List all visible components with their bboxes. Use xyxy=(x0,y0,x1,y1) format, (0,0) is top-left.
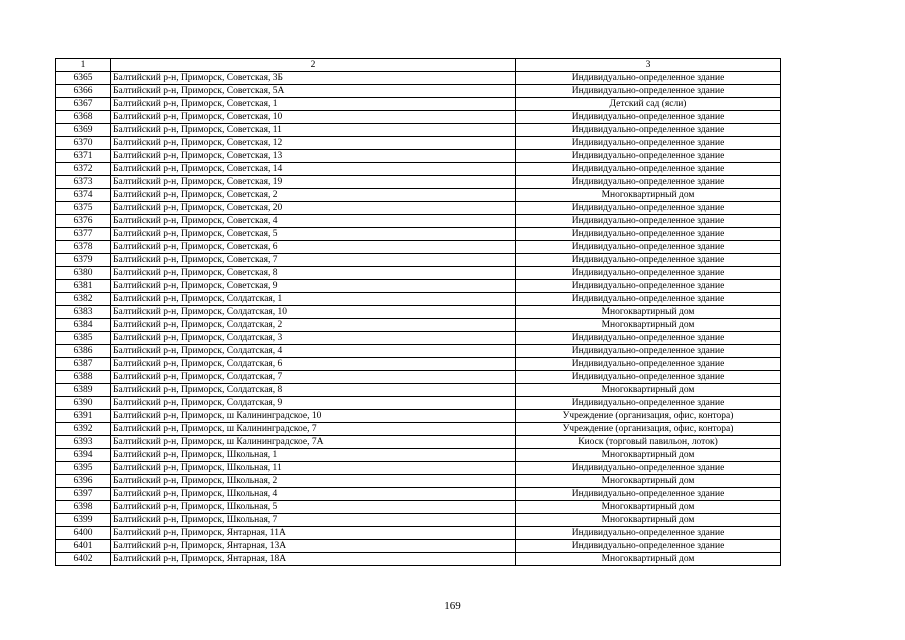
row-number-cell: 6390 xyxy=(56,397,111,410)
building-type-cell: Учреждение (организация, офис, контора) xyxy=(516,423,781,436)
building-type-cell: Индивидуально-определенное здание xyxy=(516,358,781,371)
building-type-cell: Индивидуально-определенное здание xyxy=(516,527,781,540)
building-type-cell: Индивидуально-определенное здание xyxy=(516,462,781,475)
address-cell: Балтийский р-н, Приморск, Школьная, 5 xyxy=(111,501,516,514)
table-row xyxy=(56,189,781,202)
table-row xyxy=(56,527,781,540)
row-number-cell: 6381 xyxy=(56,280,111,293)
table-row xyxy=(56,85,781,98)
building-type-cell: Индивидуально-определенное здание xyxy=(516,163,781,176)
address-cell: Балтийский р-н, Приморск, Советская, 6 xyxy=(111,241,516,254)
table-row xyxy=(56,332,781,345)
header-row xyxy=(56,59,781,72)
address-cell: Балтийский р-н, Приморск, Советская, 19 xyxy=(111,176,516,189)
address-cell: Балтийский р-н, Приморск, Советская, 9 xyxy=(111,280,516,293)
building-type-cell: Многоквартирный дом xyxy=(516,319,781,332)
address-cell: Балтийский р-н, Приморск, Солдатская, 2 xyxy=(111,319,516,332)
address-cell: Балтийский р-н, Приморск, Солдатская, 6 xyxy=(111,358,516,371)
table-row xyxy=(56,449,781,462)
building-type-cell: Многоквартирный дом xyxy=(516,501,781,514)
table-row xyxy=(56,306,781,319)
building-type-cell: Индивидуально-определенное здание xyxy=(516,137,781,150)
address-cell: Балтийский р-н, Приморск, Советская, 12 xyxy=(111,137,516,150)
building-type-cell: Индивидуально-определенное здание xyxy=(516,202,781,215)
row-number-cell: 6379 xyxy=(56,254,111,267)
row-number-cell: 6375 xyxy=(56,202,111,215)
row-number-cell: 6380 xyxy=(56,267,111,280)
row-number-cell: 6367 xyxy=(56,98,111,111)
table-row xyxy=(56,540,781,553)
table-row xyxy=(56,553,781,566)
row-number-cell: 6384 xyxy=(56,319,111,332)
building-type-cell: Многоквартирный дом xyxy=(516,514,781,527)
address-cell: Балтийский р-н, Приморск, ш Калининградское, 10 xyxy=(111,410,516,423)
table-row xyxy=(56,371,781,384)
building-type-cell: Индивидуально-определенное здание xyxy=(516,176,781,189)
row-number-cell: 6368 xyxy=(56,111,111,124)
table-row xyxy=(56,137,781,150)
row-number-cell: 6396 xyxy=(56,475,111,488)
address-cell: Балтийский р-н, Приморск, Школьная, 1 xyxy=(111,449,516,462)
table-row xyxy=(56,488,781,501)
building-type-cell: Индивидуально-определенное здание xyxy=(516,254,781,267)
building-type-cell: Учреждение (организация, офис, контора) xyxy=(516,410,781,423)
building-type-cell: Индивидуально-определенное здание xyxy=(516,150,781,163)
column-header-address: 2 xyxy=(111,59,516,72)
row-number-cell: 6399 xyxy=(56,514,111,527)
row-number-cell: 6370 xyxy=(56,137,111,150)
address-cell: Балтийский р-н, Приморск, Янтарная, 13А xyxy=(111,540,516,553)
address-cell: Балтийский р-н, Приморск, Солдатская, 8 xyxy=(111,384,516,397)
row-number-cell: 6374 xyxy=(56,189,111,202)
table-row xyxy=(56,501,781,514)
address-cell: Балтийский р-н, Приморск, Советская, 7 xyxy=(111,254,516,267)
address-cell: Балтийский р-н, Приморск, Солдатская, 4 xyxy=(111,345,516,358)
building-type-cell: Индивидуально-определенное здание xyxy=(516,241,781,254)
building-type-cell: Многоквартирный дом xyxy=(516,189,781,202)
address-cell: Балтийский р-н, Приморск, Школьная, 4 xyxy=(111,488,516,501)
table-row xyxy=(56,397,781,410)
address-cell: Балтийский р-н, Приморск, Советская, 20 xyxy=(111,202,516,215)
registry-table xyxy=(55,58,781,566)
row-number-cell: 6389 xyxy=(56,384,111,397)
address-cell: Балтийский р-н, Приморск, Солдатская, 7 xyxy=(111,371,516,384)
address-cell: Балтийский р-н, Приморск, Янтарная, 11А xyxy=(111,527,516,540)
table-row xyxy=(56,72,781,85)
building-type-cell: Индивидуально-определенное здание xyxy=(516,124,781,137)
building-type-cell: Индивидуально-определенное здание xyxy=(516,345,781,358)
address-cell: Балтийский р-н, Приморск, Школьная, 2 xyxy=(111,475,516,488)
address-cell: Балтийский р-н, Приморск, Советская, 5А xyxy=(111,85,516,98)
table-row xyxy=(56,358,781,371)
row-number-cell: 6398 xyxy=(56,501,111,514)
address-cell: Балтийский р-н, Приморск, Солдатская, 3 xyxy=(111,332,516,345)
address-cell: Балтийский р-н, Приморск, Советская, 3Б xyxy=(111,72,516,85)
table-row xyxy=(56,410,781,423)
row-number-cell: 6385 xyxy=(56,332,111,345)
table-row xyxy=(56,150,781,163)
row-number-cell: 6388 xyxy=(56,371,111,384)
row-number-cell: 6366 xyxy=(56,85,111,98)
building-type-cell: Индивидуально-определенное здание xyxy=(516,540,781,553)
address-cell: Балтийский р-н, Приморск, Советская, 8 xyxy=(111,267,516,280)
building-type-cell: Многоквартирный дом xyxy=(516,306,781,319)
address-cell: Балтийский р-н, Приморск, Солдатская, 10 xyxy=(111,306,516,319)
row-number-cell: 6383 xyxy=(56,306,111,319)
row-number-cell: 6372 xyxy=(56,163,111,176)
address-cell: Балтийский р-н, Приморск, Школьная, 7 xyxy=(111,514,516,527)
table-row xyxy=(56,475,781,488)
address-cell: Балтийский р-н, Приморск, ш Калининградское, 7А xyxy=(111,436,516,449)
building-type-cell: Киоск (торговый павильон, лоток) xyxy=(516,436,781,449)
table-row xyxy=(56,163,781,176)
table-row xyxy=(56,215,781,228)
table-row xyxy=(56,293,781,306)
address-cell: Балтийский р-н, Приморск, Советская, 10 xyxy=(111,111,516,124)
building-type-cell: Индивидуально-определенное здание xyxy=(516,267,781,280)
row-number-cell: 6400 xyxy=(56,527,111,540)
row-number-cell: 6382 xyxy=(56,293,111,306)
building-type-cell: Многоквартирный дом xyxy=(516,384,781,397)
page-number: 169 xyxy=(444,600,461,612)
building-type-cell: Индивидуально-определенное здание xyxy=(516,488,781,501)
address-cell: Балтийский р-н, Приморск, ш Калининградское, 7 xyxy=(111,423,516,436)
row-number-cell: 6365 xyxy=(56,72,111,85)
table-row xyxy=(56,345,781,358)
column-header-type: 3 xyxy=(516,59,781,72)
row-number-cell: 6369 xyxy=(56,124,111,137)
table-row xyxy=(56,98,781,111)
address-cell: Балтийский р-н, Приморск, Советская, 2 xyxy=(111,189,516,202)
row-number-cell: 6402 xyxy=(56,553,111,566)
column-header-number: 1 xyxy=(56,59,111,72)
table-row xyxy=(56,202,781,215)
address-cell: Балтийский р-н, Приморск, Солдатская, 1 xyxy=(111,293,516,306)
table-row xyxy=(56,384,781,397)
building-type-cell: Индивидуально-определенное здание xyxy=(516,85,781,98)
address-cell: Балтийский р-н, Приморск, Солдатская, 9 xyxy=(111,397,516,410)
table-row xyxy=(56,280,781,293)
table-row xyxy=(56,423,781,436)
row-number-cell: 6392 xyxy=(56,423,111,436)
row-number-cell: 6387 xyxy=(56,358,111,371)
row-number-cell: 6393 xyxy=(56,436,111,449)
row-number-cell: 6377 xyxy=(56,228,111,241)
building-type-cell: Индивидуально-определенное здание xyxy=(516,280,781,293)
building-type-cell: Индивидуально-определенное здание xyxy=(516,397,781,410)
address-cell: Балтийский р-н, Приморск, Советская, 5 xyxy=(111,228,516,241)
address-cell: Балтийский р-н, Приморск, Советская, 14 xyxy=(111,163,516,176)
row-number-cell: 6394 xyxy=(56,449,111,462)
row-number-cell: 6373 xyxy=(56,176,111,189)
building-type-cell: Многоквартирный дом xyxy=(516,553,781,566)
table-row xyxy=(56,436,781,449)
building-type-cell: Индивидуально-определенное здание xyxy=(516,215,781,228)
address-cell: Балтийский р-н, Приморск, Советская, 4 xyxy=(111,215,516,228)
address-cell: Балтийский р-н, Приморск, Янтарная, 18А xyxy=(111,553,516,566)
row-number-cell: 6371 xyxy=(56,150,111,163)
building-type-cell: Индивидуально-определенное здание xyxy=(516,228,781,241)
building-type-cell: Индивидуально-определенное здание xyxy=(516,293,781,306)
table-row xyxy=(56,111,781,124)
table-row xyxy=(56,176,781,189)
address-cell: Балтийский р-н, Приморск, Советская, 1 xyxy=(111,98,516,111)
row-number-cell: 6397 xyxy=(56,488,111,501)
address-cell: Балтийский р-н, Приморск, Школьная, 11 xyxy=(111,462,516,475)
building-type-cell: Индивидуально-определенное здание xyxy=(516,111,781,124)
address-cell: Балтийский р-н, Приморск, Советская, 11 xyxy=(111,124,516,137)
building-type-cell: Индивидуально-определенное здание xyxy=(516,332,781,345)
table-row xyxy=(56,319,781,332)
table-row xyxy=(56,514,781,527)
table-row xyxy=(56,462,781,475)
row-number-cell: 6376 xyxy=(56,215,111,228)
building-type-cell: Детский сад (ясли) xyxy=(516,98,781,111)
building-type-cell: Индивидуально-определенное здание xyxy=(516,72,781,85)
row-number-cell: 6391 xyxy=(56,410,111,423)
row-number-cell: 6386 xyxy=(56,345,111,358)
building-type-cell: Индивидуально-определенное здание xyxy=(516,371,781,384)
row-number-cell: 6395 xyxy=(56,462,111,475)
table-row xyxy=(56,254,781,267)
table-row xyxy=(56,267,781,280)
table-row xyxy=(56,241,781,254)
building-type-cell: Многоквартирный дом xyxy=(516,449,781,462)
row-number-cell: 6378 xyxy=(56,241,111,254)
building-type-cell: Многоквартирный дом xyxy=(516,475,781,488)
table-body xyxy=(56,72,781,566)
table-row xyxy=(56,124,781,137)
address-cell: Балтийский р-н, Приморск, Советская, 13 xyxy=(111,150,516,163)
row-number-cell: 6401 xyxy=(56,540,111,553)
table-row xyxy=(56,228,781,241)
